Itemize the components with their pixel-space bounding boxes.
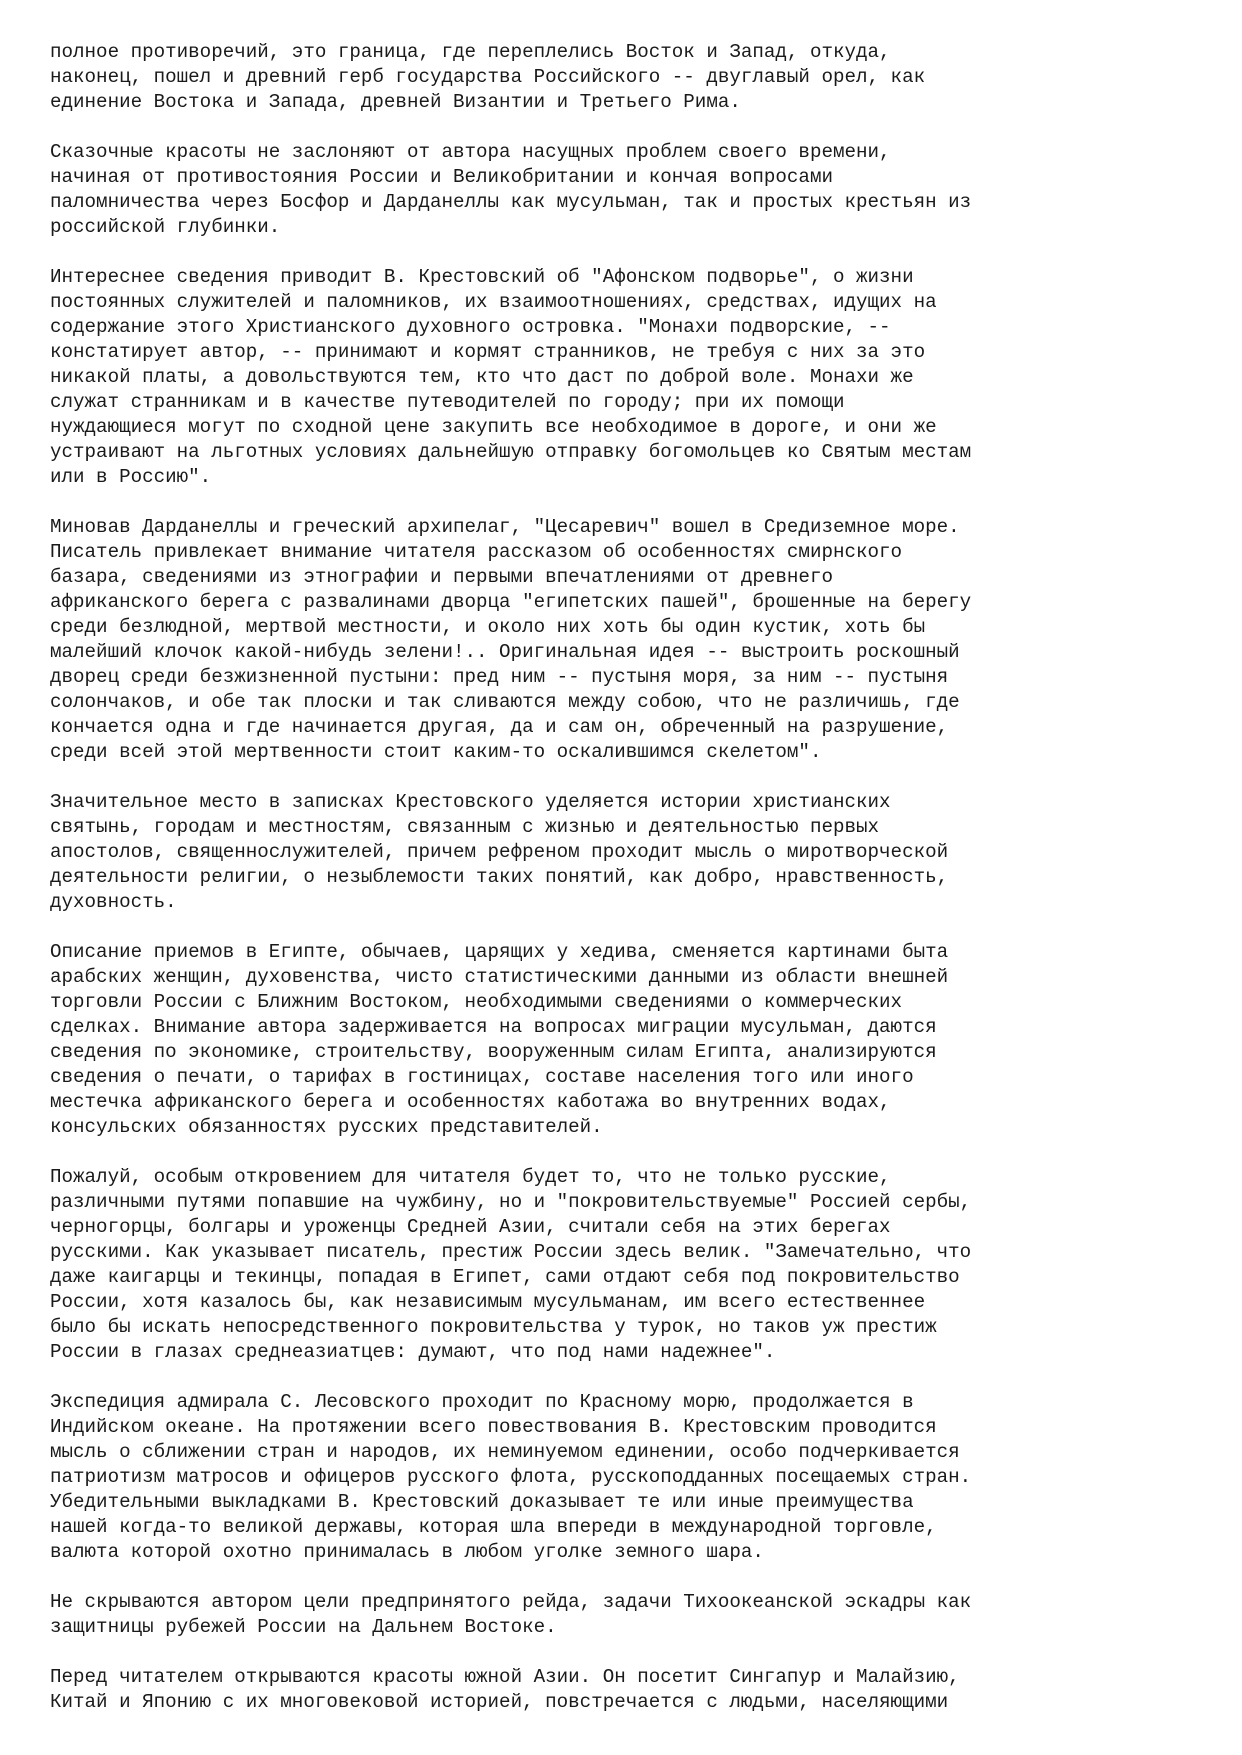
text-line: среди безлюдной, мертвой местности, и около них хоть бы один кустик, хоть бы xyxy=(50,616,926,638)
text-line: наконец, пошел и древний герб государства Российского -- двуглавый орел, как xyxy=(50,66,926,88)
text-line: патриотизм матросов и офицеров русского флота, русскоподданных посещаемых стран. xyxy=(50,1466,972,1488)
text-line: содержание этого Христианского духовного островка. "Монахи подворские, -- xyxy=(50,316,891,338)
document-page xyxy=(50,40,1200,1740)
paragraph-2 xyxy=(50,140,1200,240)
text-line: солончаков, и обе так плоски и так сливаются между собою, что не различишь, где xyxy=(50,691,960,713)
text-line: Пожалуй, особым откровением для читателя будет то, что не только русские, xyxy=(50,1166,891,1188)
paragraph-4 xyxy=(50,515,1200,765)
text-line: единение Востока и Запада, древней Византии и Третьего Рима. xyxy=(50,91,741,113)
paragraph-8 xyxy=(50,1390,1200,1565)
text-line: Миновав Дарданеллы и греческий архипелаг, "Цесаревич" вошел в Средиземное море. xyxy=(50,516,960,538)
text-line: никакой платы, а довольствуются тем, кто что даст по доброй воле. Монахи же xyxy=(50,366,914,388)
text-line: Описание приемов в Египте, обычаев, царящих у хедива, сменяется картинами быта xyxy=(50,941,949,963)
text-line: Интереснее сведения приводит В. Крестовский об "Афонском подворье", о жизни xyxy=(50,266,914,288)
text-line: среди всей этой мертвенности стоит каким-то оскалившимся скелетом". xyxy=(50,741,822,763)
text-line: полное противоречий, это граница, где переплелись Восток и Запад, откуда, xyxy=(50,41,891,63)
text-line: сведения о печати, о тарифах в гостиницах, составе населения того или иного xyxy=(50,1066,914,1088)
text-line: устраивают на льготных условиях дальнейшую отправку богомольцев ко Святым местам xyxy=(50,441,972,463)
text-line: России, хотя казалось бы, как независимым мусульманам, им всего естественнее xyxy=(50,1291,926,1313)
text-line: Значительное место в записках Крестовского уделяется истории христианских xyxy=(50,791,891,813)
paragraph-6 xyxy=(50,940,1200,1140)
text-line: кончается одна и где начинается другая, да и сам он, обреченный на разрушение, xyxy=(50,716,949,738)
paragraph-3 xyxy=(50,265,1200,490)
text-line: российской глубинки. xyxy=(50,216,281,238)
text-line: констатирует автор, -- принимают и кормят странников, не требуя с них за это xyxy=(50,341,926,363)
text-line: африканского берега с развалинами дворца "египетских пашей", брошенные на берегу xyxy=(50,591,972,613)
text-line: сделках. Внимание автора задерживается на вопросах миграции мусульман, даются xyxy=(50,1016,937,1038)
text-line: Китай и Японию с их многовековой историей, повстречается с людьми, населяющими xyxy=(50,1691,949,1713)
text-line: Экспедиция адмирала С. Лесовского проходит по Красному морю, продолжается в xyxy=(50,1391,914,1413)
paragraph-7 xyxy=(50,1165,1200,1365)
text-line: мысль о сближении стран и народов, их неминуемом единении, особо подчеркивается xyxy=(50,1441,960,1463)
text-line: святынь, городам и местностям, связанным с жизнью и деятельностью первых xyxy=(50,816,880,838)
text-line: русскими. Как указывает писатель, престиж России здесь велик. "Замечательно, что xyxy=(50,1241,972,1263)
text-line: консульских обязанностях русских представителей. xyxy=(50,1116,603,1138)
paragraph-5 xyxy=(50,790,1200,915)
text-line: арабских женщин, духовенства, чисто статистическими данными из области внешней xyxy=(50,966,949,988)
text-line: дворец среди безжизненной пустыни: пред ним -- пустыня моря, за ним -- пустыня xyxy=(50,666,949,688)
paragraph-10 xyxy=(50,1665,1200,1715)
text-line: Перед читателем открываются красоты южной Азии. Он посетит Сингапур и Малайзию, xyxy=(50,1666,960,1688)
text-line: деятельности религии, о незыблемости таких понятий, как добро, нравственность, xyxy=(50,866,949,888)
text-line: базара, сведениями из этнографии и первыми впечатлениями от древнего xyxy=(50,566,833,588)
text-line: или в Россию". xyxy=(50,466,212,488)
paragraph-1 xyxy=(50,40,1200,115)
text-line: Писатель привлекает внимание читателя рассказом об особенностях смирнского xyxy=(50,541,903,563)
text-line: малейший клочок какой-нибудь зелени!.. Оригинальная идея -- выстроить роскошный xyxy=(50,641,960,663)
text-line: служат странникам и в качестве путеводителей по городу; при их помощи xyxy=(50,391,845,413)
text-line: торговли России с Ближним Востоком, необходимыми сведениями о коммерческих xyxy=(50,991,903,1013)
text-line: сведения по экономике, строительству, вооруженным силам Египта, анализируются xyxy=(50,1041,937,1063)
text-line: даже каигарцы и текинцы, попадая в Египет, сами отдают себя под покровительство xyxy=(50,1266,960,1288)
text-line: апостолов, священнослужителей, причем рефреном проходит мысль о миротворческой xyxy=(50,841,949,863)
text-line: различными путями попавшие на чужбину, но и "покровительствуемые" Россией сербы, xyxy=(50,1191,972,1213)
text-line: местечка африканского берега и особенностях каботажа во внутренних водах, xyxy=(50,1091,891,1113)
text-line: духовность. xyxy=(50,891,177,913)
text-line: валюта которой охотно принималась в любом уголке земного шара. xyxy=(50,1541,764,1563)
text-line: черногорцы, болгары и уроженцы Средней Азии, считали себя на этих берегах xyxy=(50,1216,891,1238)
text-line: Сказочные красоты не заслоняют от автора насущных проблем своего времени, xyxy=(50,141,891,163)
text-line: нашей когда-то великой державы, которая шла впереди в международной торговле, xyxy=(50,1516,937,1538)
text-line: нуждающиеся могут по сходной цене закупить все необходимое в дороге, и они же xyxy=(50,416,937,438)
text-line: России в глазах среднеазиатцев: думают, что под нами надежнее". xyxy=(50,1341,776,1363)
text-line: защитницы рубежей России на Дальнем Востоке. xyxy=(50,1616,557,1638)
text-line: Не скрываются автором цели предпринятого рейда, задачи Тихоокеанской эскадры как xyxy=(50,1591,972,1613)
text-line: постоянных служителей и паломников, их взаимоотношениях, средствах, идущих на xyxy=(50,291,937,313)
text-line: Убедительными выкладками В. Крестовский доказывает те или иные преимущества xyxy=(50,1491,914,1513)
text-line: Индийском океане. На протяжении всего повествования В. Крестовским проводится xyxy=(50,1416,937,1438)
text-line: было бы искать непосредственного покровительства у турок, но таков уж престиж xyxy=(50,1316,937,1338)
paragraph-9 xyxy=(50,1590,1200,1640)
text-line: паломничества через Босфор и Дарданеллы как мусульман, так и простых крестьян из xyxy=(50,191,972,213)
text-line: начиная от противостояния России и Великобритании и кончая вопросами xyxy=(50,166,833,188)
